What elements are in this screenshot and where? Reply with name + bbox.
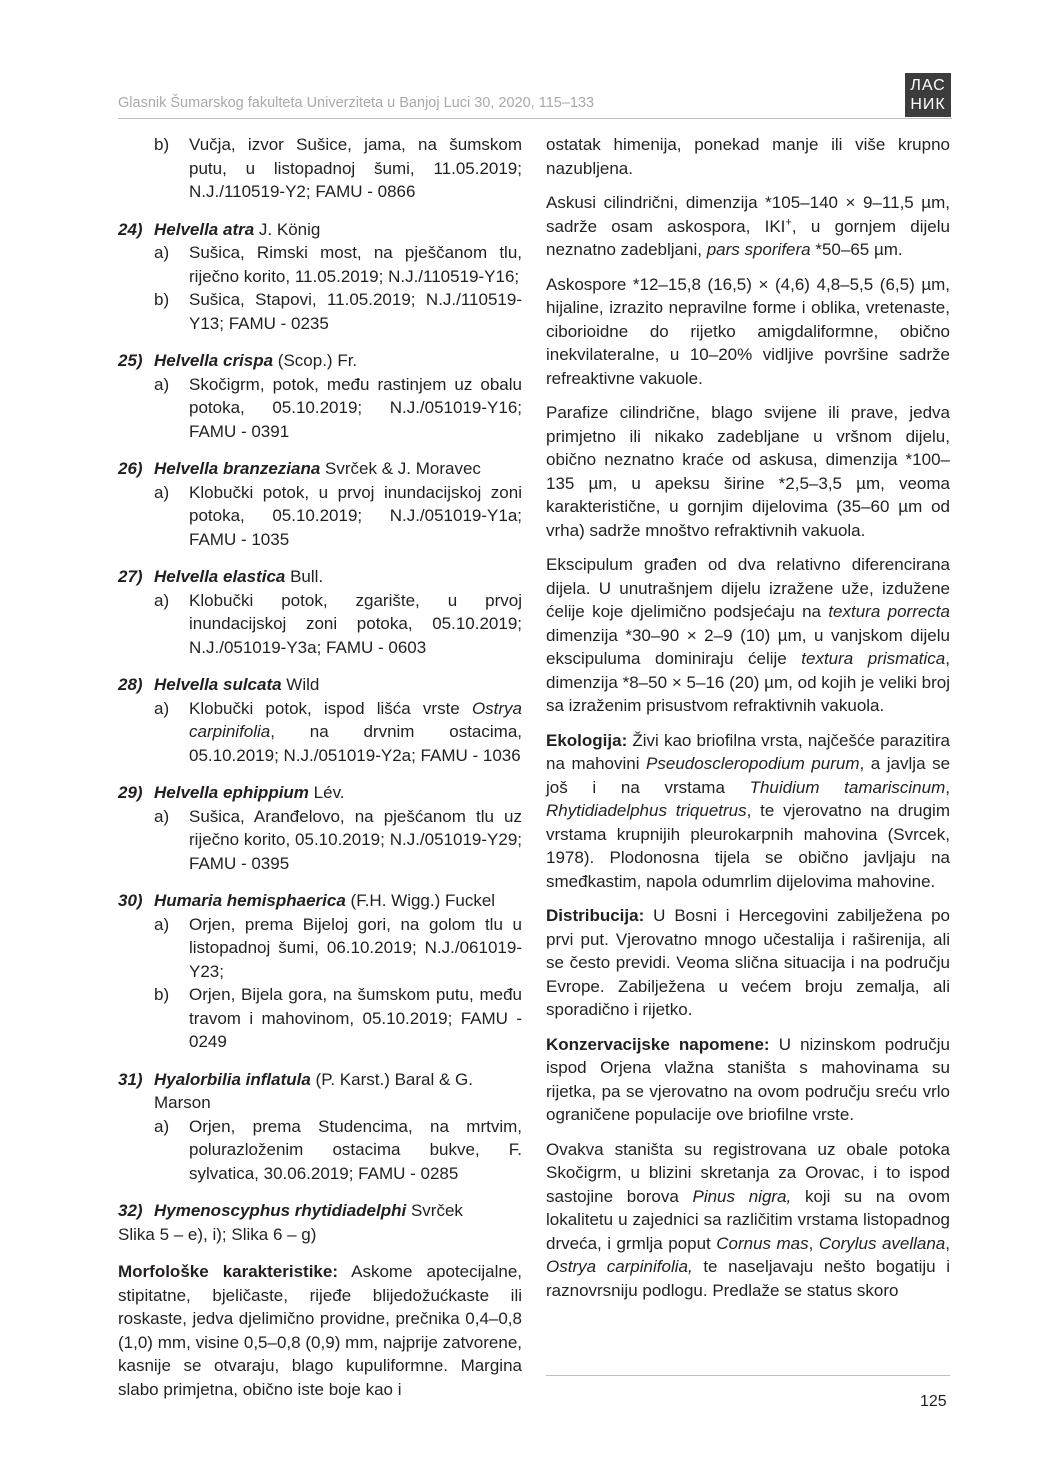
journal-logo [905, 73, 951, 117]
sub-letter: b) [154, 985, 170, 1004]
entry-number: 32) [118, 1201, 143, 1220]
sub-text: Klobučki potok, u prvoj inundacijskoj zoni potoka, 05.10.2019; N.J./051019-Y1a; FAMU - 1035 [189, 482, 522, 549]
text-part: te naseljavaju nešto bogatiju i raznovrsniju podlogu. Predlaže se status skoro [546, 1257, 950, 1300]
sub-letter: a) [154, 243, 170, 262]
entry-25 [118, 349, 522, 443]
species-name: Ostrya carpinifolia [189, 698, 522, 741]
entry-continued [118, 133, 522, 204]
entry-26 [118, 457, 522, 551]
entry-sub-item [118, 913, 522, 984]
entry-sub-item [118, 481, 522, 552]
entry-sub-item [118, 373, 522, 444]
paragraph-text: Askome apotecijalne, stipitatne, bjeličaste, rijeđe blijedožućkaste ili roskaste, jedva djelimično providne, prečnika 0,4–0,8 (1,0) mm, visine 0,5–0,8 (0,9) mm, najprije zatvorene, kasnije se otvaraju, blago kupuliformne. Margina slabo primjetna, obično iste boje kao i [118, 1262, 522, 1399]
sub-text: Klobučki potok, zgarište, u prvoj inundacijskoj zoni potoka, 05.10.2019; N.J./051019-Y3a; FAMU - 0603 [189, 590, 522, 657]
taxon-author: Lév. [308, 783, 345, 802]
text-part: , a javlja se još i na vrstama [546, 754, 951, 797]
entry-head [118, 457, 522, 481]
entry-24 [118, 218, 522, 336]
entry-head [118, 349, 522, 373]
paragraph-ecology [546, 729, 950, 894]
taxon-name: Hyalorbilia inflatula [154, 1069, 311, 1089]
entry-28 [118, 673, 522, 767]
section-label: Konzervacijske napomene: [546, 1034, 770, 1054]
entry-number: 29) [118, 783, 143, 802]
sub-text: Sušica, Stapovi, 11.05.2019; N.J./110519-Y13; FAMU - 0235 [189, 290, 522, 333]
entry-head [118, 673, 522, 697]
entry-sub-item [118, 241, 522, 288]
taxon-name: Hymenoscyphus rhytidiadelphi [154, 1201, 407, 1220]
entry-head [118, 218, 522, 242]
sub-text: Orjen, prema Bijeloj gori, na golom tlu u listopadnoj šumi, 06.10.2019; N.J./061019-Y23; [189, 914, 522, 981]
left-column [118, 133, 522, 1412]
text-part: Ovakva staništa su registrovana uz obale potoka Skočigrm, u blizini skretanja za Orovac, i to ispod sastojine borova [546, 1139, 950, 1206]
taxon-author: Bull. [285, 567, 324, 586]
paragraph-distribution [546, 904, 950, 1022]
taxon-name: Humaria hemisphaerica [154, 891, 346, 910]
section-label: Morfološke karakteristike: [118, 1262, 339, 1281]
logo-line-2: НИК [910, 96, 946, 113]
sub-text-part: Klobučki potok, ispod lišća vrste [189, 698, 472, 718]
sub-letter: a) [154, 806, 170, 826]
entry-30 [118, 889, 522, 1054]
header-rule [118, 118, 952, 119]
entry-sub-item [118, 288, 522, 335]
text-part: U nizinskom području ispod Orjena vlažna staništa s mahovinama su rijetka, pa se vjerovatno na ovom području sreću vrlo ograničene populacije ove briofilne vrste. [546, 1034, 950, 1124]
taxon-name: Helvella elastica [154, 567, 286, 586]
entry-head [118, 565, 522, 589]
entry-number: 24) [118, 219, 143, 239]
paragraph-asci [546, 191, 950, 262]
taxon-name: Helvella crispa [154, 351, 274, 370]
right-column [546, 133, 950, 1313]
page-number: 125 [920, 1393, 947, 1410]
paragraph-ascospores: Askospore *12–15,8 (16,5) × (4,6) 4,8–5,5 (6,5) µm, hijaline, izrazito nepravilne forme i oblika, vretenaste, ciborioidne do rijetko amigdaliformne, obično inekvilateralne, u 10–20% vidljive površine sadrže refreaktivne vakuole. [546, 274, 950, 388]
entry-head [118, 889, 522, 913]
running-head: Glasnik Šumarskog fakulteta Univerziteta u Banjoj Luci 30, 2020, 115–133 [118, 95, 595, 111]
sub-text: Sušica, Rimski most, na pješčanom tlu, riječno korito, 11.05.2019; N.J./110519-Y16; [189, 243, 522, 286]
entry-sub-item [118, 1115, 522, 1186]
sub-letter: a) [154, 914, 170, 934]
taxon-author: Wild [281, 675, 320, 694]
entry-head [118, 1068, 522, 1115]
superscript: + [785, 215, 792, 228]
text-part: dimenzija *30–90 × 2–9 (10) µm, u vanjskom dijelu ekscipuluma dominiraju ćelije [546, 625, 950, 668]
latin-term: textura porrecta [828, 602, 950, 621]
taxon-name: Helvella sulcata [154, 675, 282, 694]
entry-sub-item [118, 805, 522, 876]
taxon-author: (Scop.) Fr. [273, 351, 358, 370]
entry-head [118, 1199, 522, 1223]
species-name: Rhytidiadelphus triquetrus [546, 801, 747, 820]
taxon-author: J. König [254, 219, 321, 239]
entry-number: 30) [118, 891, 143, 910]
text-part: Živi kao briofilna vrsta, najčešće parazitira na mahovini [546, 730, 950, 773]
logo-line-1: ЛАС [910, 77, 946, 94]
sub-text: Vučja, izvor Sušice, jama, na šumskom putu, u listopadnoj šumi, 11.05.2019; N.J./110519-Y2; FAMU - 0866 [189, 135, 522, 201]
sub-letter: b) [154, 290, 170, 309]
taxon-author: (P. Karst.) Baral & G. Marson [154, 1069, 473, 1112]
entry-sub-item [118, 983, 522, 1054]
species-name: Thuidium tamariscinum [749, 777, 946, 797]
species-name: Cornus mas [716, 1233, 809, 1253]
text-part: koji su na ovom lokalitetu u zajednici sa različitim vrstama listopadnog drveća, i grmlja poput [546, 1186, 950, 1253]
text-part: , te vjerovatno na drugim vrstama krupnijih pleurokarpnih mahovina (Svrcek, 1978). Plodonosna tijela se obično javljaju na smeđkastim, napola odumrlim dijelovima mahovine. [546, 801, 950, 891]
paragraph-conservation [546, 1033, 950, 1127]
section-label: Distribucija: [546, 906, 645, 925]
entry-sub-item [118, 133, 522, 204]
taxon-author: Svrček [406, 1201, 463, 1220]
sub-text: Orjen, prema Studencima, na mrtvim, polurazloženim ostacima bukve, F. sylvatica, 30.06.2019; FAMU - 0285 [189, 1116, 522, 1183]
footer-rule [546, 1375, 950, 1376]
text-part: Ekscipulum građen od dva relativno diferencirana dijela. U unutrašnjem dijelu izražene uže, izdužene ćelije koje djelimično podsjećaju na [546, 555, 950, 621]
species-name: Ostrya carpinifolia, [546, 1257, 693, 1276]
text-part: , [945, 1233, 950, 1253]
entry-sub-item [118, 697, 522, 768]
sub-text-part: , na drvnim ostacima, 05.10.2019; N.J./051019-Y2a; FAMU - 1036 [189, 722, 522, 765]
entry-27 [118, 565, 522, 659]
taxon-author: Svrček & J. Moravec [320, 459, 481, 478]
text-part: U Bosni i Hercegovini zabilježena po prvi put. Vjerovatno mnogo učestalija i raširenija, ali se često previdi. Veoma slična situacija i na području Evrope. Zabilježena u većem broju zemalja, ali sporadično i rijetko. [546, 906, 950, 1019]
morphology-paragraph [118, 1260, 522, 1401]
entry-sub-item [118, 589, 522, 660]
sub-letter: a) [154, 482, 170, 502]
entry-head [118, 781, 522, 805]
species-name: Corylus avellana [818, 1233, 946, 1253]
text-part: , u gornjem dijelu neznatno zadebljani, [546, 216, 950, 259]
sub-letter: a) [154, 698, 170, 718]
entry-31 [118, 1068, 522, 1186]
text-part: *50–65 µm. [810, 240, 903, 259]
text-part: Askusi cilindrični, dimenzija *105–140 × 9–11,5 µm, sadrže osam askospora, IKI [546, 193, 950, 236]
sub-text [189, 699, 522, 765]
paragraph-paraphyses: Parafize cilindrične, blago svijene ili prave, jedva primjetno ili nikako zadebljane u vršnom dijelu, obično neznatno kraće od askusa, dimenzija *100–135 µm, u apeksu širine *2,5–3,5 µm, veoma karakteristične, u gornjim dijelovima (35–60 µm od vrha) sadrže mnoštvo refraktivnih vakuola. [546, 403, 950, 540]
section-label: Ekologija: [546, 730, 628, 750]
latin-term: pars sporifera [706, 240, 811, 259]
entry-number: 27) [118, 567, 143, 586]
entry-number: 31) [118, 1069, 143, 1089]
taxon-name: Helvella ephippium [154, 783, 309, 802]
taxon-name: Helvella branzeziana [154, 459, 321, 478]
latin-term: textura prismatica [801, 649, 946, 668]
species-name: Pinus nigra, [692, 1186, 792, 1206]
text-part: , [945, 777, 950, 797]
taxon-name: Helvella atra [154, 219, 255, 239]
entry-number: 25) [118, 351, 143, 370]
sub-letter: a) [154, 590, 170, 610]
entry-32 [118, 1199, 522, 1246]
sub-letter: a) [154, 374, 170, 394]
paragraph-excipulum [546, 553, 950, 718]
paragraph-margin: ostatak himenija, ponekad manje ili više krupno nazubljena. [546, 135, 950, 178]
entry-number: 26) [118, 459, 143, 478]
text-part: , [808, 1233, 819, 1253]
entry-number: 28) [118, 675, 143, 694]
sub-text: Sušica, Aranđelovo, na pješćanom tlu uz riječno korito, 05.10.2019; N.J./051019-Y29; FAMU - 0395 [189, 806, 522, 873]
species-name: Pseudoscleropodium purum [646, 754, 860, 773]
text-part: , dimenzija *8–50 × 5–16 (20) µm, od kojih je veliki broj sa izraženim prisustvom refraktivnih vakuola. [546, 649, 950, 715]
entry-29 [118, 781, 522, 875]
sub-letter: b) [154, 135, 170, 154]
sub-text: Skočigrm, potok, među rastinjem uz obalu potoka, 05.10.2019; N.J./051019-Y16; FAMU - 0391 [189, 374, 522, 441]
sub-text: Orjen, Bijela gora, na šumskom putu, među travom i mahovinom, 05.10.2019; FAMU - 0249 [189, 985, 522, 1051]
figure-reference: Slika 5 – e), i); Slika 6 – g) [118, 1224, 317, 1244]
paragraph-habitat [546, 1138, 950, 1303]
sub-letter: a) [154, 1116, 170, 1136]
taxon-author: (F.H. Wigg.) Fuckel [345, 891, 496, 910]
